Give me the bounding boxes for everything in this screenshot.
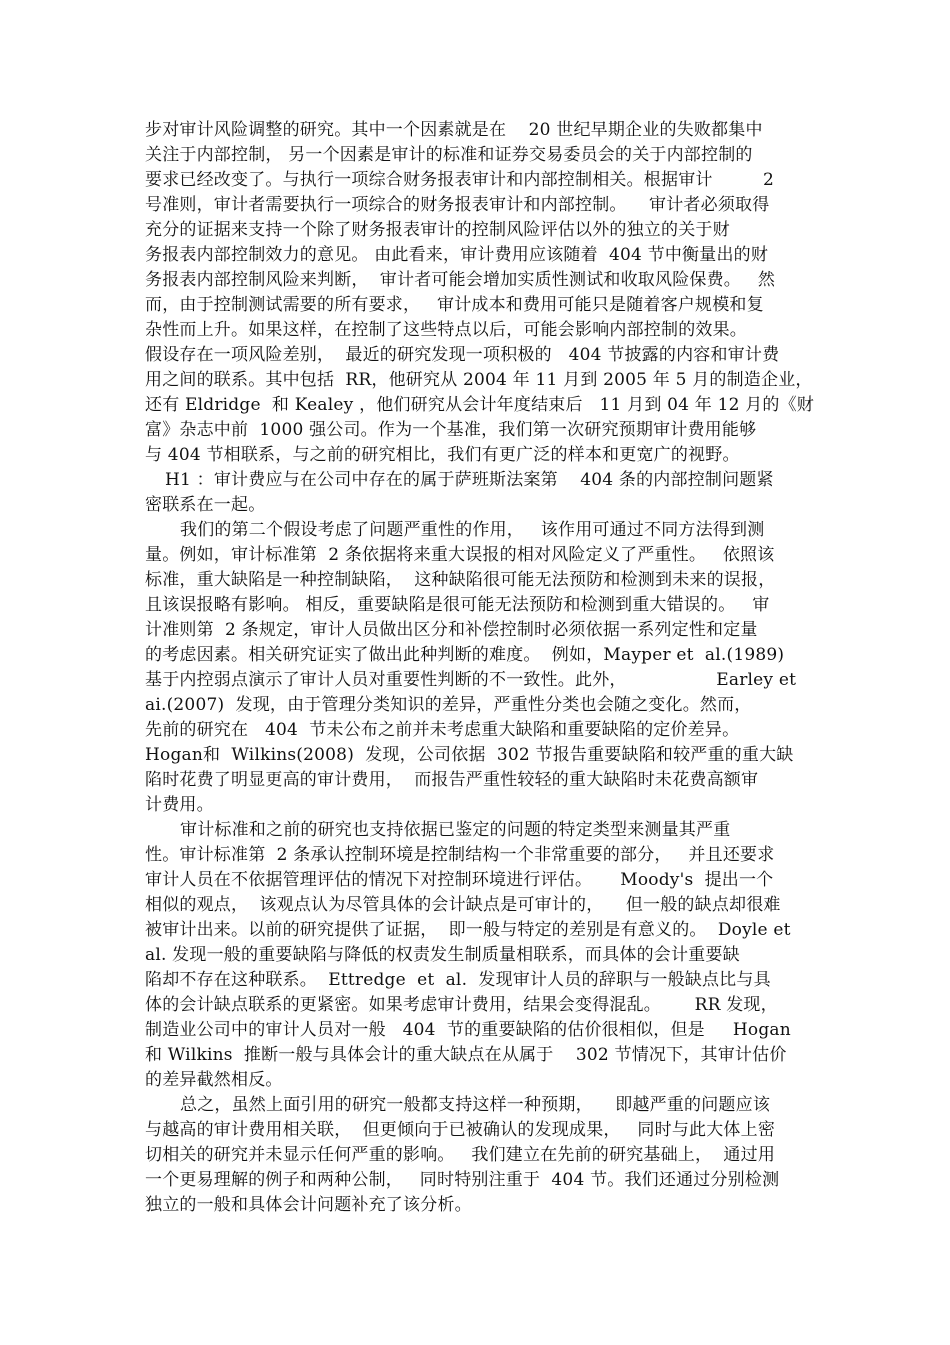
text-line: 计费用。 [145,795,214,815]
text-line: 充分的证据来支持一个除了财务报表审计的控制风险评估以外的独立的关于财 [145,220,730,240]
hypothesis-h1: H1 ：审计费应与在公司中存在的属于萨班斯法案第 404 条的内部控制问题紧 [165,470,774,490]
text-line: 与 404 节相联系，与之前的研究相比，我们有更广泛的样本和更宽广的视野。 [145,445,740,465]
text-line: 陷却不存在这种联系。 Ettredge et al. 发现审计人员的辞职与一般缺点比与具 [145,970,771,990]
text-line: 切相关的研究并未显示任何严重的影响。 我们建立在先前的研究基础上， 通过用 [145,1145,776,1165]
paragraph-start: 我们的第二个假设考虑了问题严重性的作用， 该作用可通过不同方法得到测 [180,520,765,540]
text-line: 关注于内部控制， 另一个因素是审计的标准和证券交易委员会的关于内部控制的 [145,145,753,165]
text-line: 步对审计风险调整的研究。其中一个因素就是在 20 世纪早期企业的失败都集中 [145,120,763,140]
text-line: al. 发现一般的重要缺陷与降低的权责发生制质量相联系，而具体的会计重要缺 [145,945,740,965]
text-line: 而，由于控制测试需要的所有要求， 审计成本和费用可能只是随着客户规模和复 [145,295,764,315]
text-line: 标准，重大缺陷是一种控制缺陷， 这种缺陷很可能无法预防和检测到未来的误报， [145,570,776,590]
text-line: 还有 Eldridge 和 Kealey ，他们研究从会计年度结束后 11 月到 04 年 12 月的《财 [145,395,815,415]
text-line: 审计人员在不依据管理评估的情况下对控制环境进行评估。 Moody's 提出一个 [145,870,774,890]
text-line: 相似的观点， 该观点认为尽管具体的会计缺点是可审计的， 但一般的缺点却很难 [145,895,781,915]
text-line: 的考虑因素。相关研究证实了做出此种判断的难度。 例如，Mayper et al.(1989) [145,645,785,665]
text-line: 制造业公司中的审计人员对一般 404 节的重要缺陷的估价很相似，但是 Hogan [145,1020,791,1040]
text-line: Hogan和 Wilkins(2008) 发现，公司依据 302 节报告重要缺陷和较严重的重大缺 [145,745,794,765]
text-line: 独立的一般和具体会计问题补充了该分析。 [145,1195,472,1215]
text-line: 富》杂志中前 1000 强公司。作为一个基准，我们第一次研究预期审计费用能够 [145,420,757,440]
text-line: 假设存在一项风险差别， 最近的研究发现一项积极的 404 节披露的内容和审计费 [145,345,780,365]
text-line: 一个更易理解的例子和两种公制， 同时特别注重于 404 节。我们还通过分别检测 [145,1170,780,1190]
text-line: 要求已经改变了。与执行一项综合财务报表审计和内部控制相关。根据审计 2 [145,170,775,190]
text-line: 号准则，审计者需要执行一项综合的财务报表审计和内部控制。 审计者必须取得 [145,195,770,215]
text-line: 性。审计标准第 2 条承认控制环境是控制结构一个非常重要的部分， 并且还要求 [145,845,775,865]
text-line: 量。例如，审计标准第 2 条依据将来重大误报的相对风险定义了严重性。 依照该 [145,545,775,565]
text-line: 被审计出来。以前的研究提供了证据， 即一般与特定的差别是有意义的。 Doyle et [145,920,791,940]
text-line: 且该误报略有影响。 相反，重要缺陷是很可能无法预防和检测到重大错误的。 审 [145,595,770,615]
text-line: 用之间的联系。其中包括 RR，他研究从 2004 年 11 月到 2005 年 5 月的制造企业， [145,370,813,390]
text-line: 密联系在一起。 [145,495,266,515]
text-line: 杂性而上升。如果这样，在控制了这些特点以后，可能会影响内部控制的效果。 [145,320,747,340]
paragraph-start: 审计标准和之前的研究也支持依据已鉴定的问题的特定类型来测量其严重 [180,820,731,840]
text-line: 先前的研究在 404 节未公布之前并未考虑重大缺陷和重要缺陷的定价差异。 [145,720,740,740]
text-line: 务报表内部控制效力的意见。 由此看来，审计费用应该随着 404 节中衡量出的财 [145,245,769,265]
text-line: 务报表内部控制风险来判断， 审计者可能会增加实质性测试和收取风险保费。 然 [145,270,776,290]
text-line: 和 Wilkins 推断一般与具体会计的重大缺点在从属于 302 节情况下，其审计估价 [145,1045,787,1065]
text-line: 体的会计缺点联系的更紧密。如果考虑审计费用，结果会变得混乱。 RR 发现， [145,995,778,1015]
text-line: ai.(2007) 发现，由于管理分类知识的差异，严重性分类也会随之变化。然而， [145,695,752,715]
text-line: 计准则第 2 条规定，审计人员做出区分和补偿控制时必须依据一系列定性和定量 [145,620,758,640]
text-line: 的差异截然相反。 [145,1070,283,1090]
text-line: 陷时花费了明显更高的审计费用， 而报告严重性较轻的重大缺陷时未花费高额审 [145,770,759,790]
text-line: 与越高的审计费用相关联， 但更倾向于已被确认的发现成果， 同时与此大体上密 [145,1120,776,1140]
text-line: 基于内控弱点演示了审计人员对重要性判断的不一致性。此外， Earley et [145,670,797,690]
paragraph-start: 总之，虽然上面引用的研究一般都支持这样一种预期， 即越严重的问题应该 [180,1095,771,1115]
